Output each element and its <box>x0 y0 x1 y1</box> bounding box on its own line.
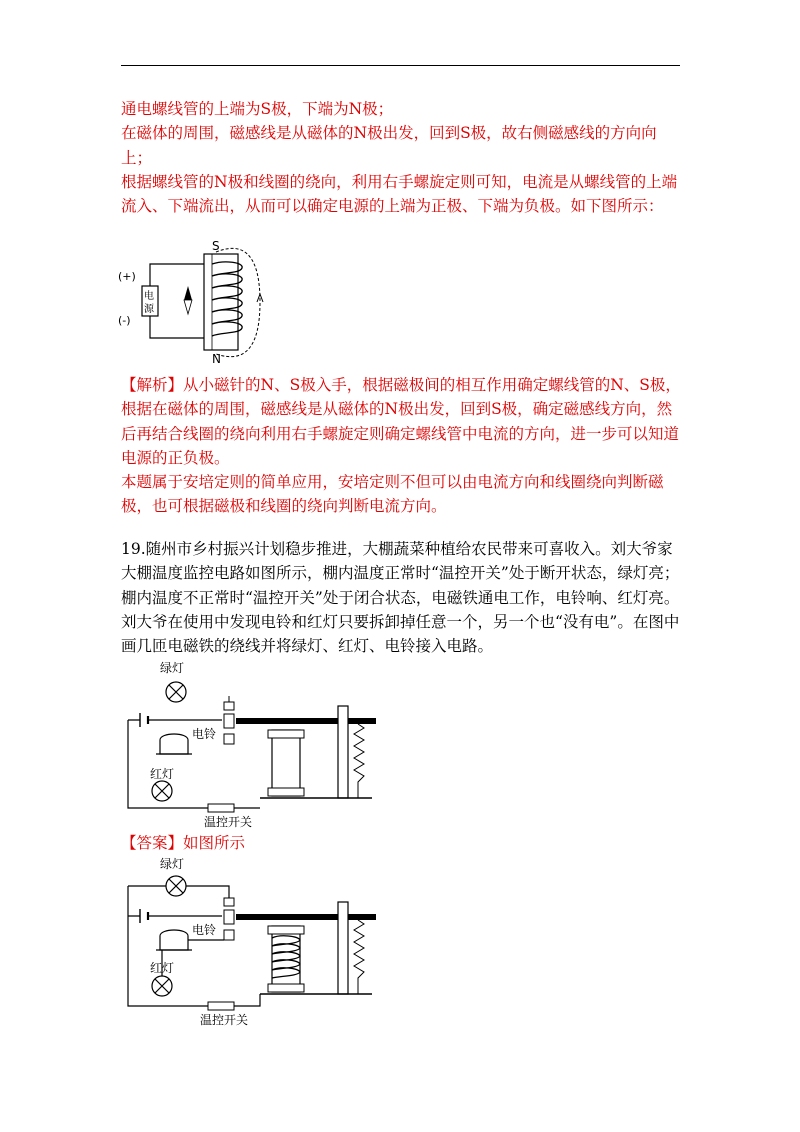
jiexi-tag: 【解析】 <box>121 376 184 394</box>
circuit-figure-question <box>120 658 382 828</box>
answer-thermo-switch <box>208 1002 234 1010</box>
answer-block <box>121 831 683 855</box>
bell-icon <box>156 734 192 754</box>
green-lamp-icon <box>166 682 186 702</box>
solenoid-figure <box>116 238 276 366</box>
label-minus: (-) <box>118 314 131 327</box>
answer-red-lamp-icon <box>152 976 172 996</box>
answer-switch-label: 温控开关 <box>200 1013 249 1026</box>
jiexi-text: 从小磁针的N、S极入手，根据磁极间的相互作用确定螺线管的N、S极，根据在磁体的周围，磁感线是从磁体的N极出发，回到S极，确定磁感线方向，然后再结合线圈的绕向利用右手螺旋定则确定螺线管中电流的方向，进一步可以知道电源的正负极。 <box>121 376 681 467</box>
analysis-line-1: 通电螺线管的上端为S极，下端为N极； <box>121 100 394 118</box>
question-19 <box>121 537 683 658</box>
answer-spring <box>354 920 364 994</box>
armature-bar <box>236 718 376 724</box>
contact-top <box>224 702 234 710</box>
answer-green-lamp-icon <box>166 876 186 896</box>
answer-green-lamp-label: 绿灯 <box>160 857 185 871</box>
question-19-text: 19.随州市乡村振兴计划稳步推进，大棚蔬菜种植给农民带来可喜收入。刘大爷家大棚温度监控电路如图所示，棚内温度正常时“温控开关”处于断开状态，绿灯亮；棚内温度不正常时“温控开关”处于闭合状态，电磁铁通电工作，电铃响、红灯亮。刘大爷在使用中发现电铃和红灯只要拆卸掉任意一个，另一个也“没有电”。在图中画几匝电磁铁的绕线并将绿灯、红灯、电铃接入电路。 <box>121 540 680 656</box>
contact-bottom <box>224 734 234 744</box>
source-char-1: 电 <box>144 291 154 302</box>
analysis-line-3: 根据螺线管的N极和线圈的绕向，利用右手螺旋定则可知，电流是从螺线管的上端流入、下端流出，从而可以确定电源的上端为正极、下端为负极。如下图所示： <box>121 172 678 216</box>
label-plus: (+) <box>118 270 136 283</box>
answer-bell-icon <box>156 930 192 950</box>
answer-paragraph <box>121 831 683 855</box>
header-rule <box>121 65 680 66</box>
source-char-2: 源 <box>144 304 154 315</box>
answer-contact-top <box>224 898 234 906</box>
pivot-post <box>338 706 348 798</box>
jiexi-paragraph <box>121 373 683 470</box>
answer-bell-label: 电铃 <box>192 923 217 937</box>
solenoid-core <box>204 254 238 350</box>
green-lamp-label: 绿灯 <box>160 661 185 675</box>
previous-answer-analysis <box>121 97 683 218</box>
spring <box>354 724 364 798</box>
label-s: S <box>212 239 220 253</box>
answer-armature-bar <box>236 914 376 920</box>
compass-needle-north <box>184 286 192 300</box>
answer-contact-bottom <box>224 930 234 940</box>
answer-pivot-post <box>338 902 348 994</box>
answer-contact-middle <box>224 910 234 924</box>
red-lamp-label: 红灯 <box>150 767 175 781</box>
electromagnet-core <box>272 730 300 796</box>
circuit-figure-answer <box>120 854 382 1026</box>
jiexi-note: 本题属于安培定则的简单应用，安培定则不但可以由电流方向和线圈绕向判断磁极，也可根据磁极和线圈的绕向判断电流方向。 <box>121 473 664 516</box>
red-lamp-icon <box>152 781 172 801</box>
analysis-line-2: 在磁体的周围，磁感线是从磁体的N极出发，回到S极，故右侧磁感线的方向向上； <box>121 124 657 167</box>
answer-text: 如图所示 <box>183 834 246 852</box>
contact-middle <box>224 714 234 728</box>
jiexi-block <box>121 373 683 519</box>
compass-needle-south <box>184 300 192 314</box>
bell-label: 电铃 <box>192 727 217 741</box>
switch-label: 温控开关 <box>204 815 253 828</box>
thermo-switch <box>208 804 234 812</box>
answer-tag: 【答案】 <box>121 834 184 852</box>
answer-red-lamp-label: 红灯 <box>150 961 175 975</box>
label-n: N <box>212 352 221 366</box>
